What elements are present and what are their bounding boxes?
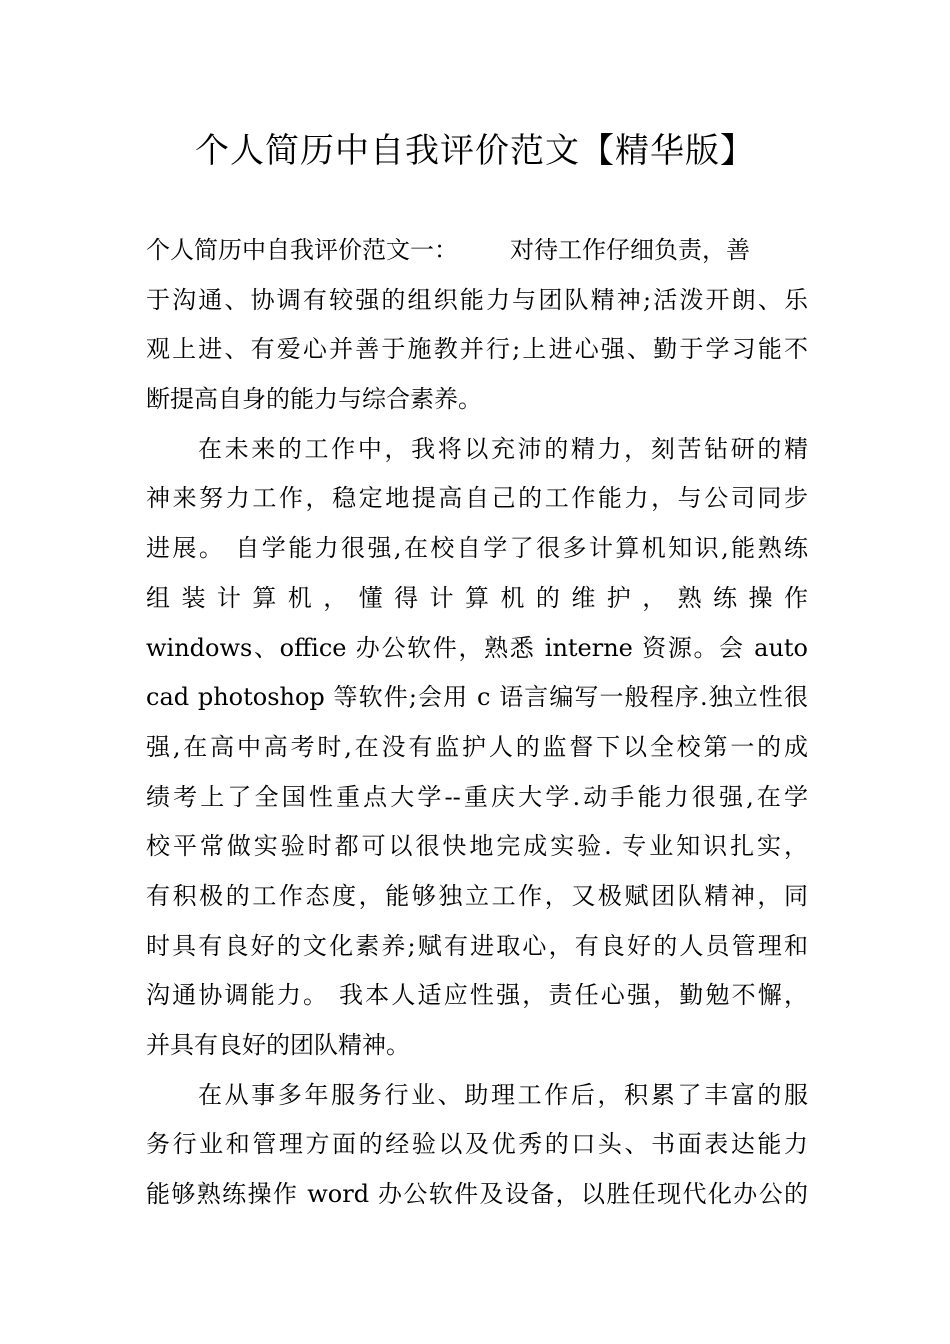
paragraph-line: 于沟通、协调有较强的组织能力与团队精神;活泼开朗、乐: [146, 285, 808, 314]
paragraph-line: 务行业和管理方面的经验以及优秀的口头、书面表达能力: [146, 1130, 808, 1159]
paragraph-line: 强,在高中高考时,在没有监护人的监督下以全校第一的成: [146, 732, 808, 761]
paragraph-line: [146, 226, 808, 276]
paragraph-line: 观上进、有爱心并善于施教并行;上进心强、勤于学习能不: [146, 335, 808, 364]
paragraph-line: 在未来的工作中，我将以充沛的精力，刻苦钻研的精: [198, 434, 808, 463]
paragraph-line: 有积极的工作态度，能够独立工作，又极赋团队精神，同: [146, 881, 808, 910]
document-title: 个人简历中自我评价范文【精华版】: [195, 131, 755, 171]
paragraph-line: 组 装 计 算 机 ， 懂 得 计 算 机 的 维 护 ， 熟 练 操 作: [146, 583, 808, 612]
paragraph-text: 对待工作仔细负责，善: [510, 236, 750, 264]
paragraph-line: 神来努力工作，稳定地提高自己的工作能力，与公司同步: [146, 484, 808, 513]
paragraph-line: 进展。 自学能力很强,在校自学了很多计算机知识,能熟练: [146, 534, 808, 563]
paragraph-line: 断提高自身的能力与综合素养。: [146, 385, 482, 414]
paragraph-line: 绩考上了全国性重点大学--重庆大学.动手能力很强,在学: [146, 782, 808, 811]
paragraph-line: 能够熟练操作 word 办公软件及设备，以胜任现代化办公的: [146, 1180, 808, 1209]
paragraph-line: 并具有良好的团队精神。: [146, 1031, 410, 1059]
paragraph-line: 时具有良好的文化素养;赋有进取心，有良好的人员管理和: [146, 931, 808, 960]
paragraph-line: 在从事多年服务行业、助理工作后，积累了丰富的服: [198, 1080, 808, 1109]
paragraph-line: 校平常做实验时都可以很快地完成实验. 专业知识扎实，: [146, 832, 808, 861]
paragraph-3: [146, 1071, 808, 1220]
paragraph-1: [146, 226, 808, 425]
paragraph-line: cad photoshop 等软件;会用 c 语言编写一般程序.独立性很: [146, 683, 808, 712]
document-body: [146, 226, 808, 1220]
section-heading: 个人简历中自我评价范文一：: [146, 236, 458, 264]
paragraph-line: 沟通协调能力。 我本人适应性强，责任心强，勤勉不懈，: [146, 981, 808, 1010]
paragraph-line: windows、office 办公软件，熟悉 interne 资源。会 auto: [146, 633, 808, 662]
paragraph-2: [146, 425, 808, 1071]
